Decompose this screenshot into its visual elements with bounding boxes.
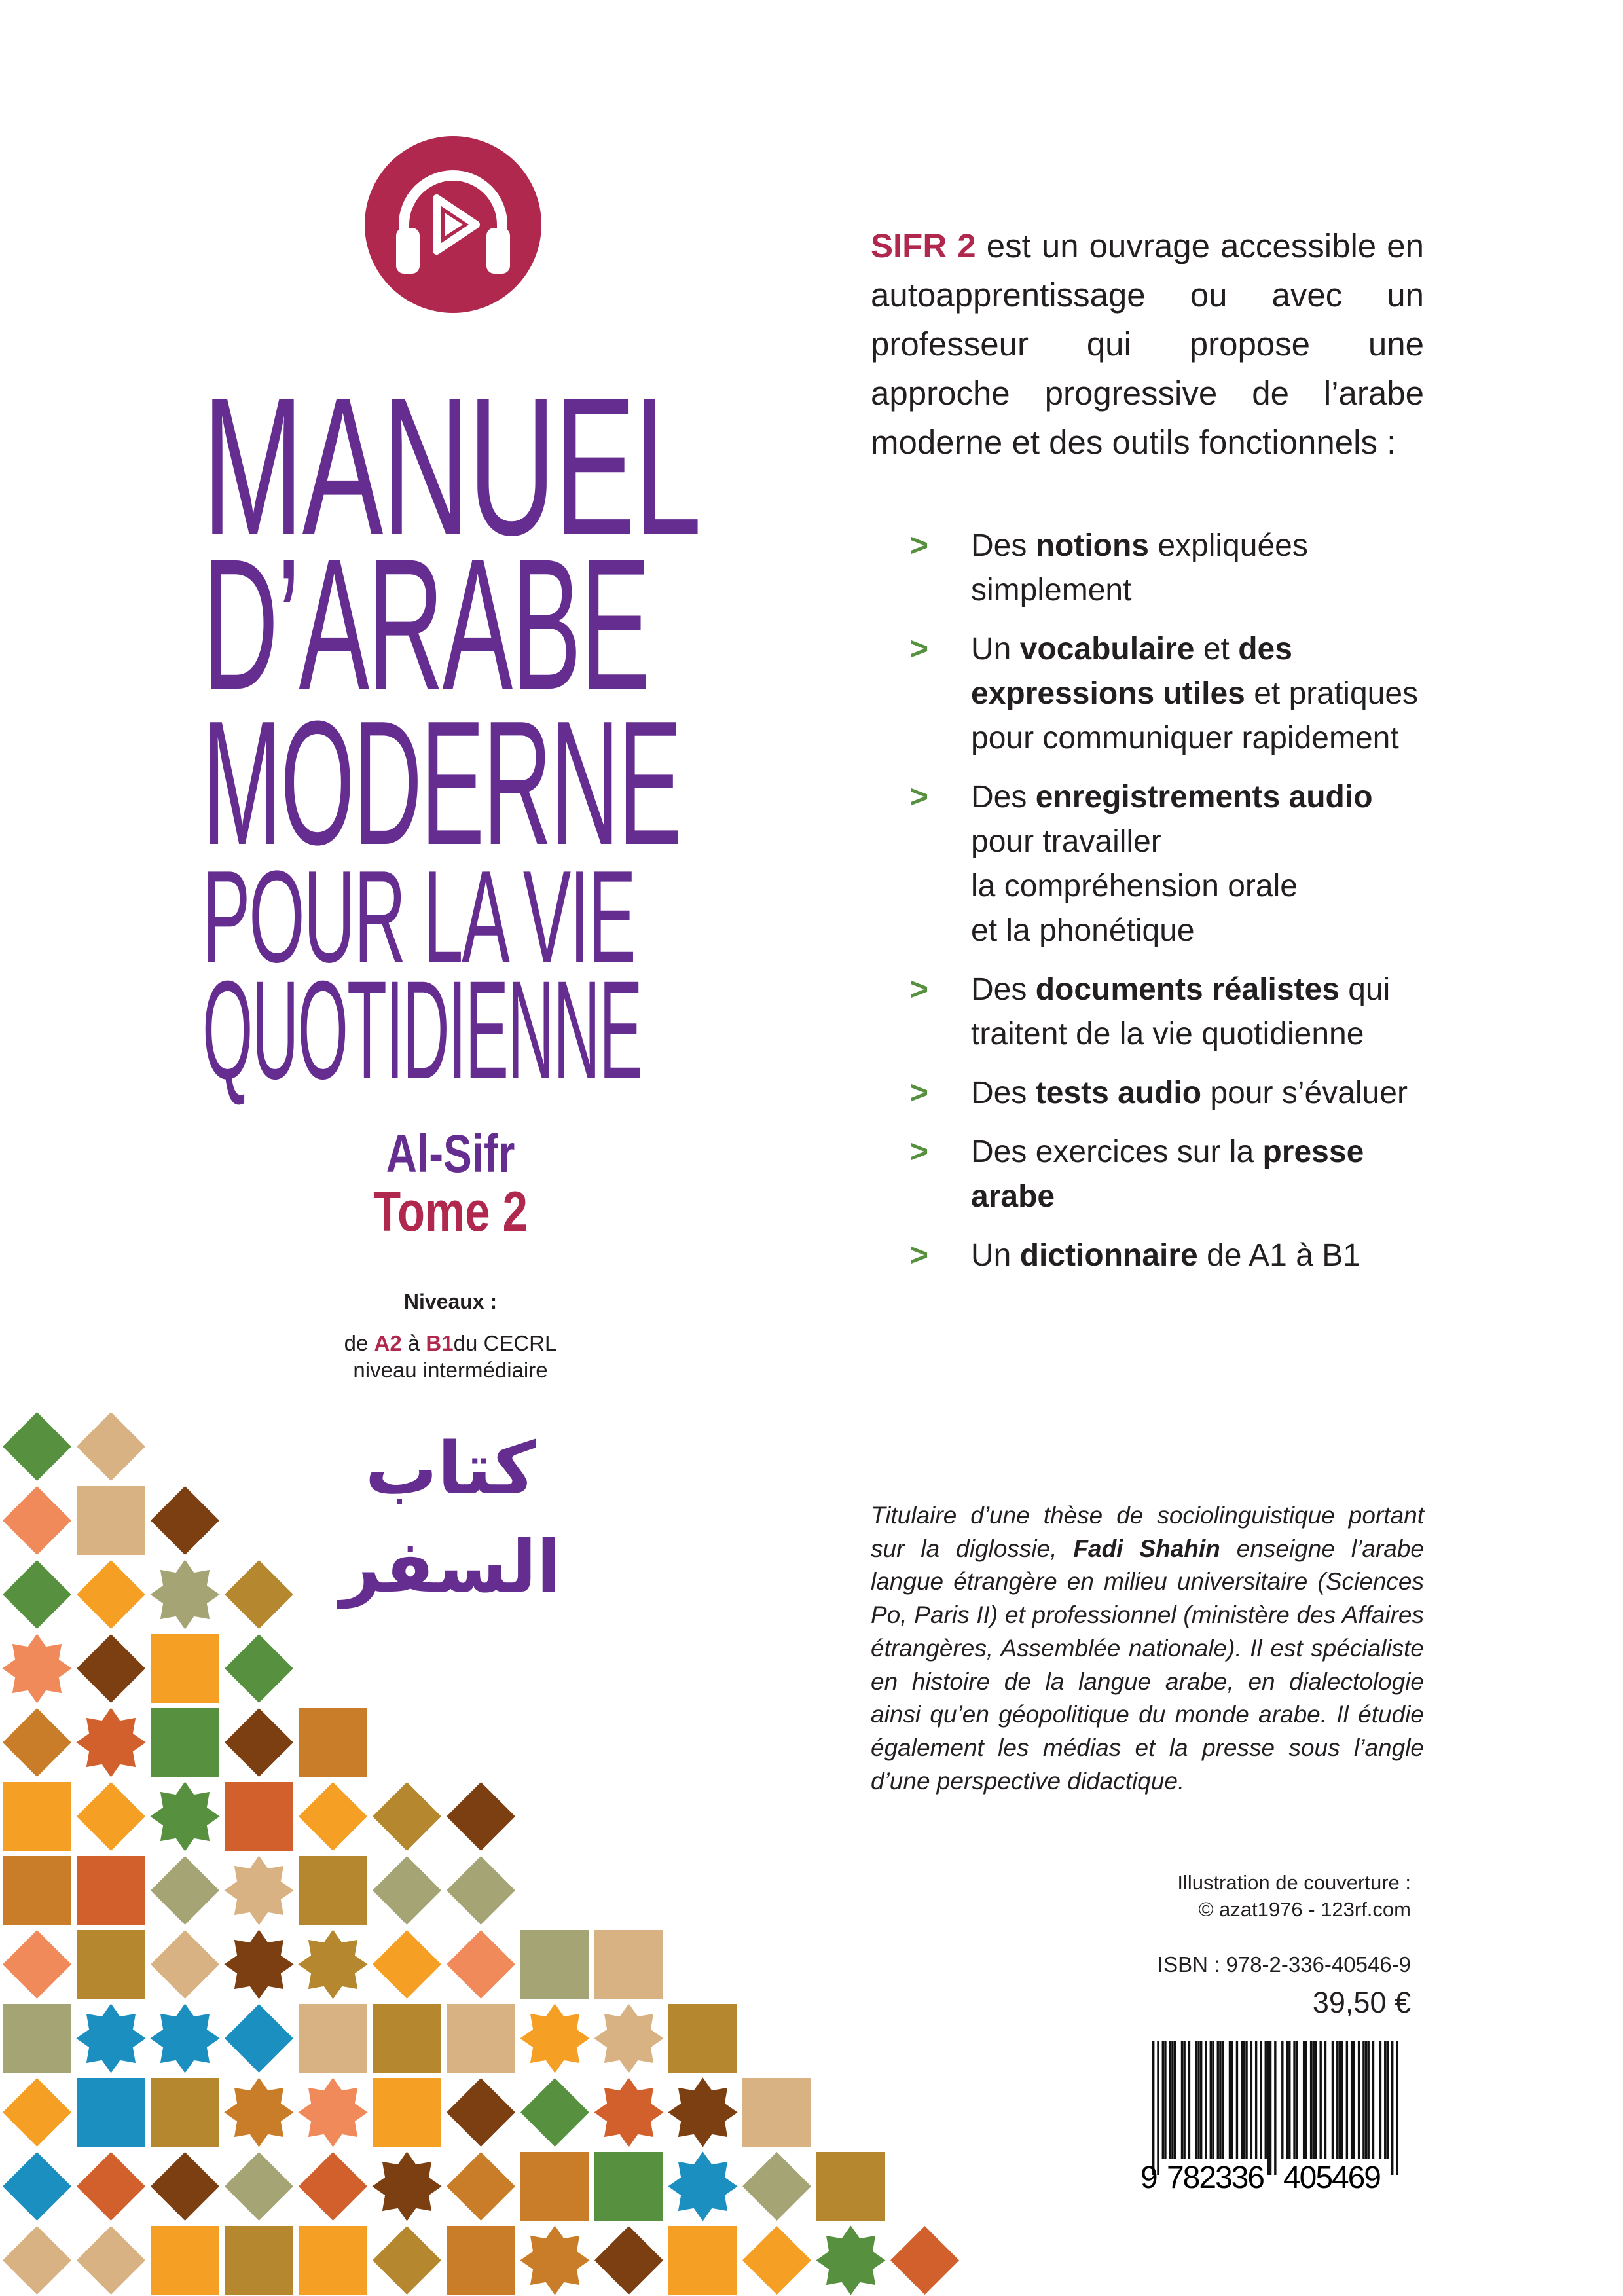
barcode-bar bbox=[1346, 2041, 1348, 2159]
mosaic-square-tile bbox=[77, 1930, 145, 1999]
feature-highlight: tests audio bbox=[1035, 1076, 1202, 1110]
arabic-title-line-1: كتاب bbox=[365, 1427, 536, 1510]
barcode-bar bbox=[1358, 2041, 1360, 2159]
barcode-bar bbox=[1341, 2041, 1343, 2159]
chevron-right-icon: > bbox=[910, 1076, 929, 1110]
feature-highlight: documents réalistes bbox=[1035, 972, 1340, 1007]
barcode-bar bbox=[1229, 2041, 1231, 2159]
barcode-bar bbox=[1365, 2041, 1367, 2159]
features-list bbox=[910, 524, 1434, 1292]
headphones-play-icon bbox=[365, 136, 541, 313]
levels-sep: à bbox=[407, 1331, 420, 1355]
mosaic-diamond-tile bbox=[3, 1412, 71, 1481]
mosaic-diamond-tile bbox=[447, 1782, 515, 1851]
chevron-right-icon: > bbox=[910, 780, 929, 814]
mosaic-diamond-tile bbox=[225, 2152, 293, 2221]
barcode-bar bbox=[1351, 2041, 1353, 2159]
feature-item bbox=[910, 775, 1434, 953]
feature-text: pour travailler bbox=[971, 824, 1161, 859]
barcode-bar bbox=[1362, 2041, 1364, 2159]
mosaic-square-tile bbox=[742, 2078, 811, 2147]
barcode-digit-1: 9 bbox=[1140, 2160, 1158, 2191]
feature-highlight: des expressions utiles bbox=[971, 632, 1292, 711]
barcode-bar bbox=[1260, 2041, 1262, 2159]
title-line-3: MODERNE bbox=[202, 685, 681, 882]
mosaic-square-tile bbox=[225, 1782, 293, 1851]
mosaic-diamond-tile bbox=[373, 2226, 441, 2295]
barcode-bar bbox=[1310, 2041, 1312, 2159]
mosaic-square-tile bbox=[816, 2152, 885, 2221]
mosaic-diamond-tile bbox=[3, 2078, 71, 2147]
mosaic-diamond-tile bbox=[77, 1634, 145, 1703]
mosaic-diamond-tile bbox=[742, 2226, 811, 2295]
intro-paragraph bbox=[871, 221, 1424, 467]
barcode-bar bbox=[1265, 2041, 1267, 2159]
mosaic-star-tile bbox=[298, 2077, 367, 2147]
mosaic-square-tile bbox=[299, 2004, 367, 2073]
barcode-bar bbox=[1332, 2041, 1334, 2159]
mosaic-diamond-tile bbox=[373, 1782, 441, 1851]
barcode-bar bbox=[1286, 2041, 1288, 2159]
mosaic-star-tile bbox=[298, 1929, 367, 1999]
barcode-bar bbox=[1384, 2041, 1386, 2159]
mosaic-square-tile bbox=[3, 1856, 71, 1925]
feature-text: qui traitent de la vie quotidienne bbox=[971, 972, 1391, 1051]
barcode-bar bbox=[1305, 2041, 1307, 2159]
barcode-bar bbox=[1255, 2041, 1257, 2159]
mosaic-star-tile bbox=[372, 2151, 441, 2221]
feature-highlight: presse arabe bbox=[971, 1135, 1364, 1214]
barcode-bar bbox=[1372, 2041, 1374, 2159]
barcode-bar bbox=[1181, 2041, 1183, 2159]
intro-brand: SIFR 2 bbox=[871, 227, 976, 264]
mosaic-star-tile bbox=[150, 1559, 219, 1629]
feature-item bbox=[910, 968, 1434, 1057]
mosaic-diamond-tile bbox=[77, 2226, 145, 2295]
mosaic-diamond-tile bbox=[3, 1560, 71, 1629]
mosaic-diamond-tile bbox=[225, 1708, 293, 1777]
barcode-bar bbox=[1379, 2041, 1381, 2159]
barcode-bar bbox=[1288, 2041, 1290, 2159]
feature-item bbox=[910, 627, 1434, 761]
barcode-bar bbox=[1303, 2041, 1305, 2159]
mosaic-square-tile bbox=[668, 2004, 737, 2073]
barcode-bar bbox=[1236, 2041, 1238, 2159]
feature-item bbox=[910, 1130, 1434, 1219]
feature-text: Un bbox=[971, 632, 1020, 666]
mosaic-square-tile bbox=[299, 2226, 367, 2295]
chevron-right-icon: > bbox=[910, 1238, 929, 1273]
bio-text-1: Titulaire d’une thèse de sociolinguistique portant sur la diglossie, bbox=[871, 1502, 1424, 1562]
mosaic-square-tile bbox=[668, 2226, 737, 2295]
barcode-bar bbox=[1267, 2041, 1269, 2175]
mosaic-star-tile bbox=[76, 2003, 145, 2073]
levels-label: Niveaux : bbox=[403, 1290, 498, 1313]
feature-text: expliquées simplement bbox=[971, 528, 1308, 608]
mosaic-diamond-tile bbox=[151, 1930, 219, 1999]
barcode-bar bbox=[1195, 2041, 1197, 2159]
barcode-bar bbox=[1152, 2041, 1154, 2175]
mosaic-square-tile bbox=[77, 1856, 145, 1925]
mosaic-star-tile bbox=[150, 1781, 219, 1851]
barcode-bar bbox=[1396, 2041, 1398, 2175]
barcode-bar bbox=[1281, 2041, 1283, 2159]
feature-text: de A1 à B1 bbox=[1197, 1238, 1360, 1273]
mosaic-diamond-tile bbox=[3, 2226, 71, 2295]
mosaic-diamond-tile bbox=[373, 1856, 441, 1925]
feature-highlight: enregistrements audio bbox=[1035, 780, 1373, 814]
mosaic-diamond-tile bbox=[299, 1782, 367, 1851]
barcode-bar bbox=[1217, 2041, 1219, 2159]
mosaic-square-tile bbox=[151, 1708, 219, 1777]
barcode-bar bbox=[1231, 2041, 1233, 2159]
barcode-bar bbox=[1339, 2041, 1341, 2159]
feature-item bbox=[910, 1071, 1434, 1116]
mosaic-star-tile bbox=[76, 1707, 145, 1777]
levels-description: niveau intermédiaire bbox=[353, 1358, 548, 1382]
mosaic-square-tile bbox=[299, 1708, 367, 1777]
mosaic-diamond-tile bbox=[447, 1856, 515, 1925]
barcode bbox=[1140, 2041, 1406, 2191]
mosaic-diamond-tile bbox=[520, 2078, 589, 2147]
mosaic-star-tile bbox=[224, 1929, 293, 1999]
barcode-bar bbox=[1210, 2041, 1212, 2159]
author-name: Fadi Shahin bbox=[1073, 1535, 1220, 1562]
mosaic-square-tile bbox=[520, 1930, 589, 1999]
mosaic-diamond-tile bbox=[447, 1930, 515, 1999]
barcode-bar bbox=[1222, 2041, 1224, 2159]
mosaic-star-tile bbox=[816, 2225, 885, 2295]
level-to: B1 bbox=[426, 1331, 454, 1355]
mosaic-square-tile bbox=[373, 2078, 441, 2147]
barcode-bar bbox=[1313, 2041, 1315, 2159]
title-line-4: POUR LA VIE bbox=[202, 844, 635, 990]
chevron-right-icon: > bbox=[910, 632, 929, 666]
feature-text: Des bbox=[971, 780, 1036, 814]
barcode-bar bbox=[1296, 2041, 1298, 2159]
mosaic-diamond-tile bbox=[225, 2004, 293, 2073]
barcode-bar bbox=[1200, 2041, 1202, 2159]
feature-text: la compréhension orale bbox=[971, 869, 1298, 903]
barcode-bar bbox=[1169, 2041, 1171, 2159]
mosaic-diamond-tile bbox=[151, 2152, 219, 2221]
levels-prefix: de bbox=[344, 1331, 369, 1355]
level-from: A2 bbox=[374, 1331, 402, 1355]
mosaic-square-tile bbox=[151, 2226, 219, 2295]
barcode-bar bbox=[1212, 2041, 1214, 2159]
series-name: Al-Sifr bbox=[386, 1124, 515, 1184]
barcode-bar bbox=[1269, 2041, 1271, 2175]
mosaic-star-tile bbox=[520, 2003, 589, 2073]
mosaic-diamond-tile bbox=[225, 1560, 293, 1629]
barcode-bar bbox=[1387, 2041, 1389, 2159]
mosaic-square-tile bbox=[373, 2004, 441, 2073]
barcode-bar bbox=[1293, 2041, 1295, 2159]
barcode-bar bbox=[1171, 2041, 1173, 2159]
mosaic-star-tile bbox=[2, 1633, 71, 1703]
mosaic-square-tile bbox=[151, 2078, 219, 2147]
mosaic-square-tile bbox=[77, 2078, 145, 2147]
mosaic-star-tile bbox=[668, 2077, 737, 2147]
illustration-credit bbox=[1177, 1869, 1411, 1923]
isbn: ISBN : 978-2-336-40546-9 bbox=[1157, 1952, 1411, 1977]
mosaic-diamond-tile bbox=[151, 1486, 219, 1555]
mosaic-diamond-tile bbox=[77, 1412, 145, 1481]
barcode-digits-2: 782336 bbox=[1167, 2160, 1265, 2191]
mosaic-square-tile bbox=[3, 1782, 71, 1851]
mosaic-square-tile bbox=[151, 1634, 219, 1703]
mosaic-diamond-tile bbox=[77, 1782, 145, 1851]
barcode-bar bbox=[1243, 2041, 1245, 2159]
price: 39,50 € bbox=[1312, 1986, 1411, 2019]
mosaic-diamond-tile bbox=[225, 1634, 293, 1703]
mosaic-square-tile bbox=[594, 1930, 663, 1999]
mosaic-star-tile bbox=[150, 2003, 219, 2073]
feature-item bbox=[910, 524, 1434, 613]
barcode-bar bbox=[1353, 2041, 1355, 2159]
mosaic-square-tile bbox=[77, 1486, 145, 1555]
mosaic-star-tile bbox=[594, 2077, 663, 2147]
mosaic-diamond-tile bbox=[447, 2152, 515, 2221]
barcode-bar bbox=[1219, 2041, 1221, 2159]
mosaic-square-tile bbox=[447, 2226, 515, 2295]
barcode-bar bbox=[1320, 2041, 1322, 2159]
barcode-bar bbox=[1162, 2041, 1164, 2159]
mosaic-square-tile bbox=[225, 2226, 293, 2295]
geometric-mosaic-illustration bbox=[0, 1336, 982, 2296]
mosaic-diamond-tile bbox=[373, 1930, 441, 1999]
barcode-bar bbox=[1241, 2041, 1243, 2159]
barcode-bar bbox=[1188, 2041, 1190, 2159]
barcode-bar bbox=[1336, 2041, 1338, 2159]
mosaic-star-tile bbox=[668, 2151, 737, 2221]
credit-line-2: © azat1976 - 123rf.com bbox=[1198, 1898, 1411, 1921]
feature-text: Des exercices sur la bbox=[971, 1135, 1263, 1169]
chevron-right-icon: > bbox=[910, 528, 929, 563]
mosaic-square-tile bbox=[299, 1856, 367, 1925]
bio-text-2: enseigne l’arabe langue étrangère en milieu universitaire (Sciences Po, Paris II) et professionnel (ministère des Affaires étrangères, Assemblée nationale). Il est spécialiste en histoire de la langue arabe, en dialectologie ainsi qu’en géopolitique du monde arabe. Il étudie également les médias et la presse sous l’angle d’une perspective didactique. bbox=[871, 1535, 1424, 1795]
barcode-bar bbox=[1391, 2041, 1393, 2175]
feature-text: Un bbox=[971, 1238, 1020, 1273]
mosaic-diamond-tile bbox=[77, 1560, 145, 1629]
mosaic-diamond-tile bbox=[3, 1486, 71, 1555]
mosaic-diamond-tile bbox=[447, 2078, 515, 2147]
barcode-bar bbox=[1174, 2041, 1176, 2159]
mosaic-star-tile bbox=[224, 2077, 293, 2147]
levels-suffix: du CECRL bbox=[453, 1331, 557, 1355]
mosaic-diamond-tile bbox=[890, 2226, 959, 2295]
feature-text: Des bbox=[971, 528, 1036, 563]
mosaic-diamond-tile bbox=[742, 2152, 811, 2221]
barcode-bar bbox=[1274, 2041, 1276, 2175]
title-line-1: MANUEL bbox=[202, 356, 701, 576]
barcode-bar bbox=[1245, 2041, 1247, 2159]
barcode-bar bbox=[1250, 2041, 1252, 2159]
chevron-right-icon: > bbox=[910, 1135, 929, 1169]
feature-item bbox=[910, 1233, 1434, 1278]
mosaic-diamond-tile bbox=[299, 2152, 367, 2221]
feature-text: Des bbox=[971, 1076, 1036, 1110]
mosaic-diamond-tile bbox=[3, 1930, 71, 1999]
mosaic-diamond-tile bbox=[151, 1856, 219, 1925]
feature-highlight: notions bbox=[1035, 528, 1149, 563]
mosaic-diamond-tile bbox=[3, 2152, 71, 2221]
feature-highlight: vocabulaire bbox=[1019, 632, 1195, 666]
barcode-bar bbox=[1324, 2041, 1326, 2159]
barcode-bar bbox=[1315, 2041, 1317, 2159]
mosaic-square-tile bbox=[447, 2004, 515, 2073]
feature-text: Des bbox=[971, 972, 1036, 1007]
chevron-right-icon: > bbox=[910, 972, 929, 1007]
tome-number: Tome 2 bbox=[373, 1180, 528, 1243]
feature-text: et bbox=[1194, 632, 1239, 666]
mosaic-star-tile bbox=[594, 2003, 663, 2073]
barcode-bar bbox=[1368, 2041, 1370, 2159]
credit-line-1: Illustration de couverture : bbox=[1177, 1871, 1411, 1894]
mosaic-diamond-tile bbox=[3, 1708, 71, 1777]
mosaic-square-tile bbox=[594, 2152, 663, 2221]
mosaic-square-tile bbox=[520, 2152, 589, 2221]
title-line-5: QUOTIDIENNE bbox=[202, 952, 642, 1108]
mosaic-square-tile bbox=[3, 2004, 71, 2073]
mosaic-star-tile bbox=[520, 2225, 589, 2295]
feature-highlight: dictionnaire bbox=[1019, 1238, 1198, 1273]
mosaic-diamond-tile bbox=[594, 2226, 663, 2295]
barcode-bar bbox=[1157, 2041, 1159, 2175]
barcode-bar bbox=[1205, 2041, 1207, 2159]
intro-text: est un ouvrage accessible en autoapprentissage ou avec un professeur qui propose une approche progressive de l’arabe moderne et des outils fonctionnels : bbox=[871, 227, 1424, 461]
mosaic-diamond-tile bbox=[77, 2152, 145, 2221]
feature-text: pour s’évaluer bbox=[1201, 1076, 1408, 1110]
barcode-bar bbox=[1183, 2041, 1185, 2159]
feature-text: et pratiques pour communiquer rapidement bbox=[971, 676, 1419, 756]
barcode-bar bbox=[1197, 2041, 1199, 2159]
barcode-bar bbox=[1164, 2041, 1166, 2159]
mosaic-star-tile bbox=[224, 1855, 293, 1925]
feature-text: et la phonétique bbox=[971, 913, 1195, 948]
title-line-2: D’ARABE bbox=[202, 520, 649, 729]
arabic-title-line-2: السفر bbox=[339, 1525, 562, 1609]
barcode-digits-3: 405469 bbox=[1283, 2160, 1381, 2191]
